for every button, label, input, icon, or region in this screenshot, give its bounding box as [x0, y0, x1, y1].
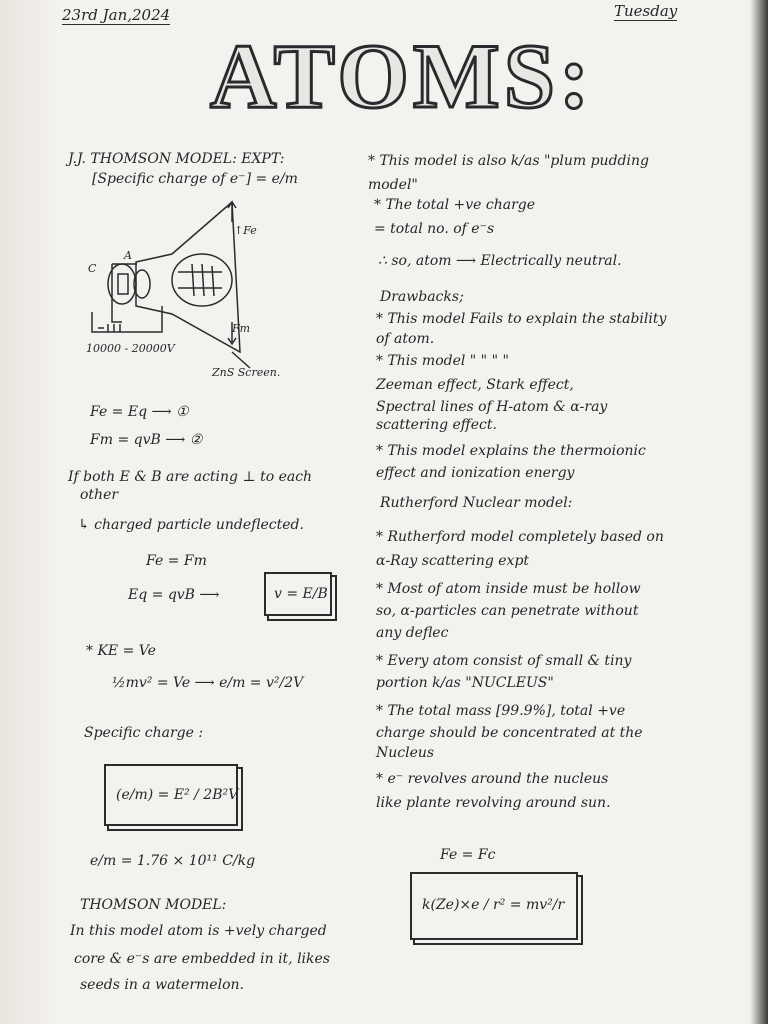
- specific-charge-heading: Specific charge :: [84, 725, 204, 741]
- rutherford-line-12: like plante revolving around sun.: [376, 795, 611, 811]
- rutherford-line-5: any deflec: [376, 625, 449, 641]
- rutherford-line-2: α-Ray scattering expt: [376, 553, 530, 569]
- rutherford-heading: Rutherford Nuclear model:: [380, 495, 573, 511]
- specific-charge-box: [104, 764, 238, 826]
- drawback-line-4: Zeeman effect, Stark effect,: [376, 377, 574, 393]
- label-anode: A: [124, 249, 132, 262]
- thomson-model-heading: THOMSON MODEL:: [80, 897, 227, 913]
- rutherford-line-6: * Every atom consist of small & tiny: [376, 653, 632, 669]
- equation-fe: Fe = Eq ⟶ ①: [90, 404, 189, 420]
- drawback-line-1: * This model Fails to explain the stability: [376, 311, 667, 327]
- drawbacks-heading: Drawbacks;: [380, 289, 464, 305]
- label-cathode: C: [88, 262, 97, 275]
- equation-balance: Fe = Fm: [146, 553, 207, 569]
- perpendicular-fields-text-2: other: [80, 487, 119, 503]
- drawback-line-5: Spectral lines of H-atom & α-ray: [376, 399, 608, 415]
- rutherford-line-7: portion k/as "NUCLEUS": [376, 675, 554, 691]
- undeflected-text: ↳ charged particle undeflected.: [78, 517, 304, 533]
- coulomb-box: [410, 872, 578, 940]
- specific-charge-definition: [Specific charge of e⁻] = e/m: [92, 171, 298, 187]
- thomson-text-line-1: In this model atom is +vely charged: [70, 923, 327, 939]
- specific-charge-formula: (e/m) = E² / 2B²V: [116, 787, 239, 803]
- rutherford-line-10: Nucleus: [376, 745, 435, 761]
- cathode-ray-tube-diagram: [82, 192, 282, 379]
- rutherford-line-1: * Rutherford model completely based on: [376, 529, 664, 545]
- label-screen: ZnS Screen.: [212, 366, 281, 379]
- rutherford-line-4: so, α-particles can penetrate without: [376, 603, 639, 619]
- kinetic-energy-eq: * KE = Ve: [86, 643, 156, 659]
- perpendicular-fields-text: If both E & B are acting ⊥ to each: [68, 469, 313, 485]
- drawback-line-3: * This model " " " ": [376, 353, 509, 369]
- rutherford-line-11: * e⁻ revolves around the nucleus: [376, 771, 609, 787]
- total-charge-line-2: = total no. of e⁻s: [374, 221, 495, 237]
- neutral-atom-line: ∴ so, atom ⟶ Electrically neutral.: [378, 253, 622, 269]
- plum-pudding-line-1: * This model is also k/as "plum pudding: [368, 153, 649, 169]
- velocity-formula: v = E/B: [274, 586, 328, 602]
- label-fm: Fm: [232, 322, 251, 335]
- thomson-text-line-3: seeds in a watermelon.: [80, 977, 244, 993]
- specific-charge-value: e/m = 1.76 × 10¹¹ C/kg: [90, 853, 256, 869]
- total-charge-line-1: * The total +ve charge: [374, 197, 536, 213]
- label-fe: ↑Fe: [234, 224, 257, 237]
- drawback-line-8: effect and ionization energy: [376, 465, 575, 481]
- page-shadow-left: [0, 0, 60, 1024]
- rutherford-line-3: * Most of atom inside must be hollow: [376, 581, 641, 597]
- thomson-text-line-2: core & e⁻s are embedded in it, likes: [74, 951, 330, 967]
- drawback-line-6: scattering effect.: [376, 417, 497, 433]
- force-balance-eq: Fe = Fc: [440, 847, 496, 863]
- specific-charge-derivation: ½mv² = Ve ⟶ e/m = v²/2V: [112, 675, 304, 691]
- drawback-line-2: of atom.: [376, 331, 435, 347]
- velocity-box: [264, 572, 332, 616]
- equation-eq-qvb: Eq = qvB ⟶: [128, 587, 220, 603]
- page-title: ATOMS:: [210, 25, 594, 127]
- label-voltage: 10000 - 20000V: [86, 342, 175, 355]
- coulomb-formula: k(Ze)×e / r² = mv²/r: [422, 897, 565, 913]
- thomson-expt-heading: J.J. THOMSON MODEL: EXPT:: [68, 151, 285, 167]
- drawback-line-7: * This model explains the thermoionic: [376, 443, 646, 459]
- rutherford-line-8: * The total mass [99.9%], total +ve: [376, 703, 626, 719]
- date: 23rd Jan,2024: [62, 6, 171, 24]
- plum-pudding-line-2: model": [368, 177, 418, 193]
- day: Tuesday: [614, 2, 678, 20]
- equation-fm: Fm = qvB ⟶ ②: [90, 432, 203, 448]
- page-edge-right: [748, 0, 768, 1024]
- rutherford-line-9: charge should be concentrated at the: [376, 725, 643, 741]
